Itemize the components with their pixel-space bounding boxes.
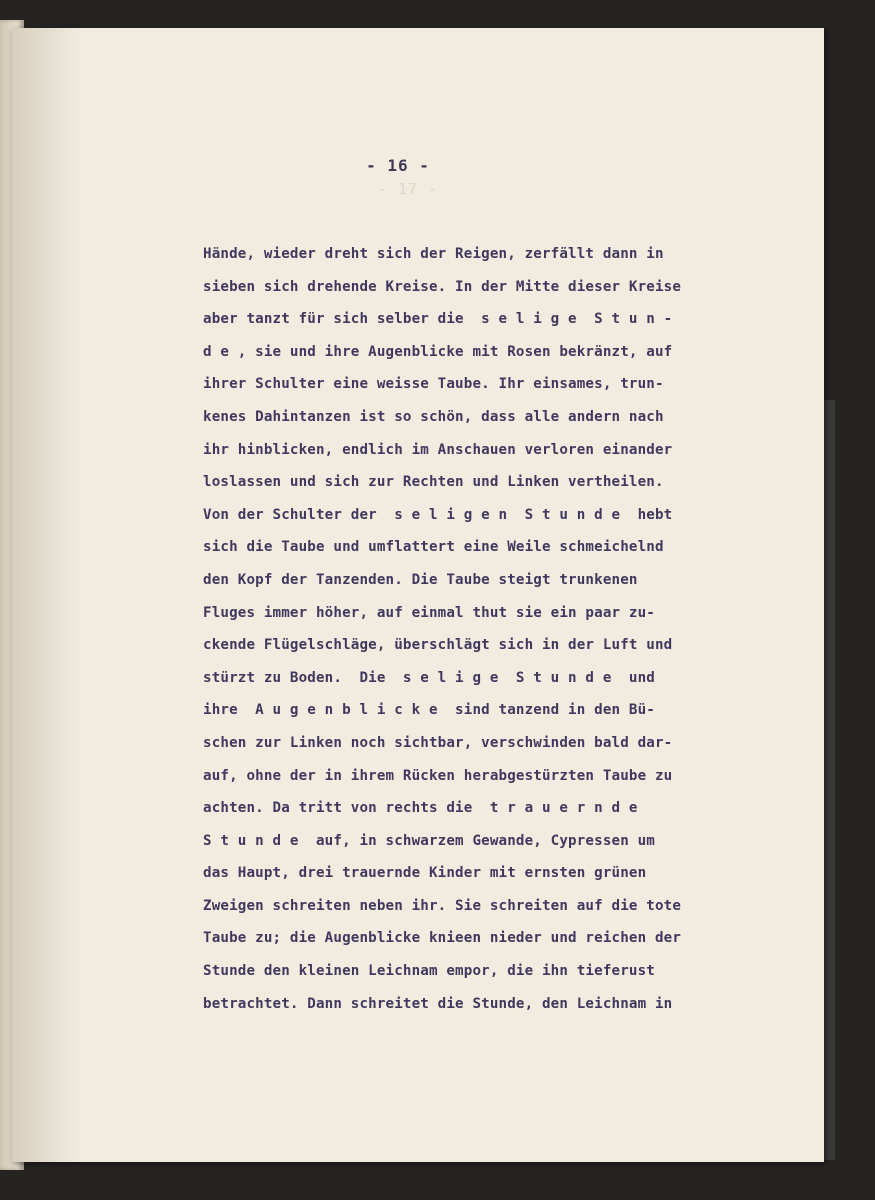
- text-line: sieben sich drehende Kreise. In der Mitte dieser Kreise: [203, 278, 682, 295]
- text-line: Zweigen schreiten neben ihr. Sie schreiten auf die tote: [203, 897, 682, 914]
- typewritten-body: [203, 246, 773, 1028]
- text-line: auf, ohne der in ihrem Rücken herabgestürzten Taube zu: [203, 767, 673, 784]
- text-line: S t u n d e auf, in schwarzem Gewande, Cypressen um: [203, 832, 655, 849]
- text-line: betrachtet. Dann schreitet die Stunde, den Leichnam in: [203, 995, 673, 1012]
- text-line: aber tanzt für sich selber die s e l i g e S t u n -: [203, 311, 673, 328]
- text-line: ihre A u g e n b l i c k e sind tanzend in den Bü-: [203, 702, 655, 719]
- text-line: das Haupt, drei trauernde Kinder mit ernsten grünen: [203, 865, 647, 882]
- text-line: sich die Taube und umflattert eine Weile schmeichelnd: [203, 539, 664, 556]
- text-line: loslassen und sich zur Rechten und Linken vertheilen.: [203, 474, 664, 491]
- text-line: Von der Schulter der s e l i g e n S t u n d e hebt: [203, 506, 673, 523]
- text-line: kenes Dahintanzen ist so schön, dass alle andern nach: [203, 408, 664, 425]
- text-line: ihrer Schulter eine weisse Taube. Ihr einsames, trun-: [203, 376, 664, 393]
- text-line: ckende Flügelschläge, überschlägt sich in der Luft und: [203, 637, 673, 654]
- text-line: Hände, wieder dreht sich der Reigen, zerfällt dann in: [203, 246, 664, 262]
- text-line: ihr hinblicken, endlich im Anschauen verloren einander: [203, 441, 673, 458]
- text-line: schen zur Linken noch sichtbar, verschwinden bald dar-: [203, 734, 673, 751]
- text-line: stürzt zu Boden. Die s e l i g e S t u n d e und: [203, 669, 655, 686]
- page-number: - 16 -: [366, 156, 430, 175]
- text-line: d e , sie und ihre Augenblicke mit Rosen bekränzt, auf: [203, 343, 673, 360]
- text-line: achten. Da tritt von rechts die t r a u e r n d e: [203, 800, 638, 817]
- text-line: Taube zu; die Augenblicke knieen nieder und reichen der: [203, 930, 682, 947]
- bleed-through-page-number: - 17 -: [377, 180, 439, 198]
- text-line: Stunde den kleinen Leichnam empor, die ihn tieferust: [203, 963, 655, 980]
- text-line: Fluges immer höher, auf einmal thut sie ein paar zu-: [203, 604, 655, 621]
- gutter-shadow: [12, 28, 82, 1162]
- text-line: den Kopf der Tanzenden. Die Taube steigt trunkenen: [203, 571, 638, 588]
